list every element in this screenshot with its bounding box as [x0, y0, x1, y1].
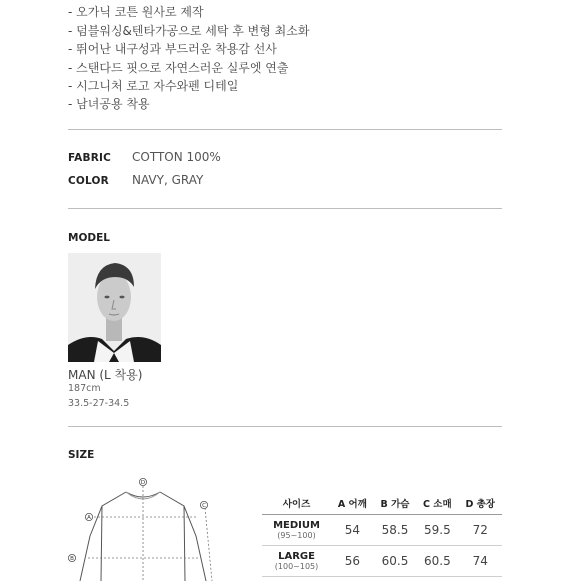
- size-table-header: [262, 492, 502, 515]
- color-value: NAVY, GRAY: [132, 173, 204, 187]
- size-name: LARGE: [278, 551, 315, 562]
- feature-item: - 뛰어난 내구성과 부드러운 착용감 선사: [68, 42, 277, 56]
- divider: [68, 208, 502, 209]
- divider: [68, 129, 502, 130]
- fabric-value: COTTON 100%: [132, 150, 221, 164]
- color-label: COLOR: [68, 175, 109, 187]
- size-diagram: [68, 476, 228, 585]
- feature-item: - 스탠다드 핏으로 자연스러운 실루엣 연출: [68, 61, 289, 75]
- size-cell: [262, 546, 331, 577]
- feature-item: - 덤블워싱&텐타가공으로 세탁 후 변형 최소화: [68, 24, 310, 38]
- model-measurements: 33.5-27-34.5: [68, 398, 130, 409]
- size-name: MEDIUM: [273, 520, 320, 531]
- value-cell: 60.5: [374, 546, 417, 577]
- header-chest: B 가슴: [374, 492, 417, 515]
- header-length: D 총장: [458, 492, 502, 515]
- size-range: (95~100): [277, 531, 316, 540]
- model-name: MAN (L 착용): [68, 368, 143, 382]
- size-table: [262, 492, 502, 577]
- size-section-title: SIZE: [68, 449, 95, 461]
- value-cell: 59.5: [416, 515, 458, 546]
- model-portrait-image: [68, 253, 161, 362]
- model-photo: [68, 253, 161, 362]
- marker-b: B: [70, 556, 74, 562]
- value-cell: 58.5: [374, 515, 417, 546]
- size-range: (100~105): [274, 562, 319, 571]
- divider: [68, 426, 502, 427]
- value-cell: 54: [331, 515, 374, 546]
- marker-c: C: [202, 503, 206, 509]
- size-cell: [262, 515, 331, 546]
- header-shoulder: A 어깨: [331, 492, 374, 515]
- sweatshirt-diagram-image: [68, 476, 228, 581]
- fabric-label: FABRIC: [68, 152, 111, 164]
- value-cell: 72: [458, 515, 502, 546]
- marker-a: A: [87, 515, 91, 521]
- value-cell: 60.5: [416, 546, 458, 577]
- header-size: 사이즈: [262, 492, 331, 515]
- value-cell: 74: [458, 546, 502, 577]
- header-sleeve: C 소매: [416, 492, 458, 515]
- value-cell: 56: [331, 546, 374, 577]
- table-row: [262, 546, 502, 577]
- feature-item: - 시그니처 로고 자수와펜 디테일: [68, 79, 239, 93]
- feature-item: - 오가닉 코튼 원사로 제작: [68, 5, 204, 19]
- feature-item: - 남녀공용 착용: [68, 97, 150, 111]
- model-height: 187cm: [68, 383, 101, 394]
- table-row: [262, 515, 502, 546]
- marker-d: D: [140, 480, 146, 486]
- model-section-title: MODEL: [68, 232, 110, 244]
